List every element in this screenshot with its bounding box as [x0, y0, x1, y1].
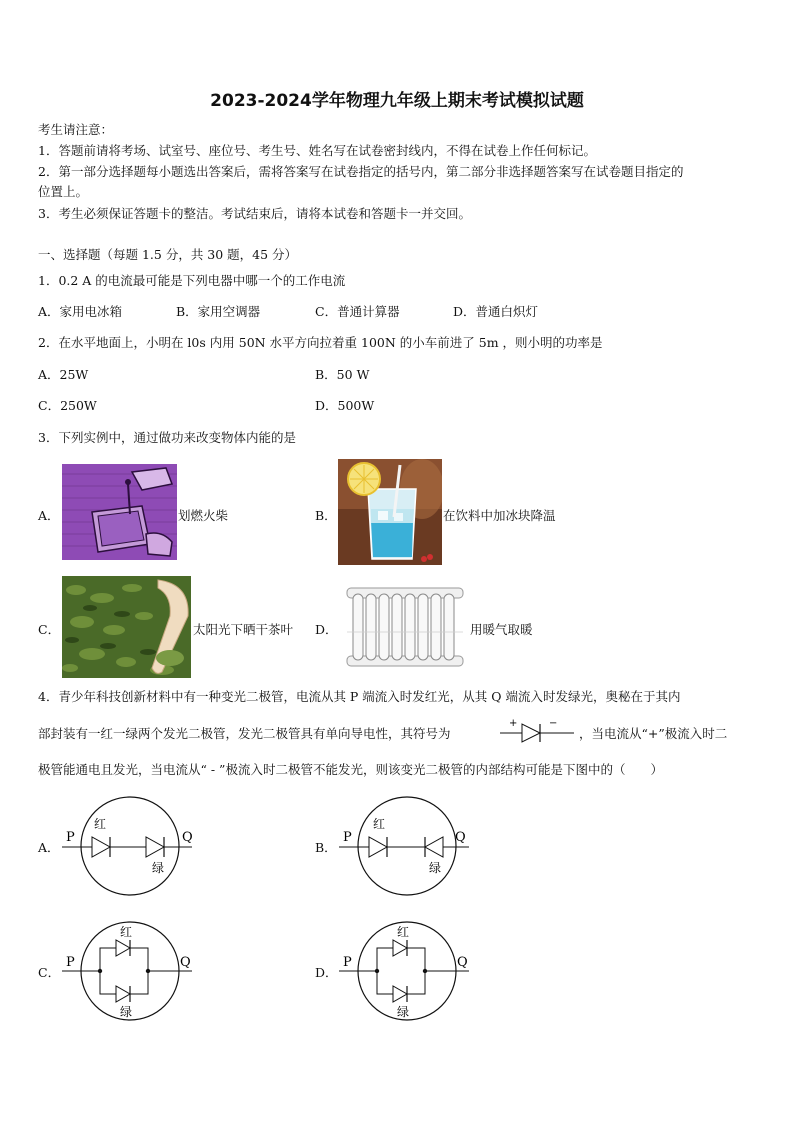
symbol-plus: + [509, 718, 518, 729]
q4-line-2b: ，当电流从“+”极流入时二 [579, 726, 728, 741]
q2-option-b: B．50 W [315, 367, 370, 382]
q3-stem: 3．下列实例中，通过做功来改变物体内能的是 [38, 430, 296, 445]
iced-drink-image [338, 459, 442, 565]
svg-text:P: P [66, 830, 75, 845]
q3-option-d-text: 用暖气取暖 [470, 622, 533, 637]
q4-option-c-letter: C． [38, 965, 61, 980]
svg-text:绿: 绿 [397, 1005, 410, 1019]
q1-option-c: C．普通计算器 [315, 304, 400, 319]
q4-option-d-letter: D． [315, 965, 338, 980]
q3-option-c-text: 太阳光下晒干茶叶 [193, 622, 294, 637]
symbol-minus: − [549, 718, 558, 729]
q4-option-a-letter: A． [38, 840, 60, 855]
notice-heading: 考生请注意： [38, 122, 114, 137]
circuit-diagram-d [339, 918, 479, 1024]
svg-text:P: P [343, 830, 352, 845]
tea-leaves-image [62, 576, 191, 678]
q1-option-d: D．普通白炽灯 [453, 304, 539, 319]
svg-text:P: P [66, 955, 75, 970]
svg-text:红: 红 [120, 925, 133, 939]
diode-symbol-icon [500, 715, 574, 745]
notice-item-2-cont: 位置上。 [38, 184, 89, 199]
q3-option-d-letter: D． [315, 622, 338, 637]
circuit-diagram-c [62, 918, 202, 1024]
q2-option-a: A．25W [38, 367, 89, 382]
svg-text:Q: Q [180, 955, 191, 970]
svg-text:红: 红 [397, 925, 410, 939]
notice-item-1: 1．答题前请将考场、试室号、座位号、考生号、姓名写在试卷密封线内，不得在试卷上作任何标记。 [38, 143, 596, 158]
q4-line-2a: 部封装有一红一绿两个发光二极管，发光二极管具有单向导电性，其符号为 [38, 726, 451, 741]
q1-option-b: B．家用空调器 [176, 304, 261, 319]
circuit-diagram-b [339, 794, 479, 898]
q3-option-a-letter: A． [38, 508, 60, 523]
svg-text:红: 红 [373, 817, 386, 831]
q1-option-a: A．家用电冰箱 [38, 304, 123, 319]
q3-option-b-text: 在饮料中加冰块降温 [443, 508, 556, 523]
q3-option-b-letter: B． [315, 508, 337, 523]
match-box-image [62, 464, 177, 560]
svg-text:P: P [343, 955, 352, 970]
svg-text:Q: Q [457, 955, 468, 970]
svg-text:红: 红 [94, 817, 107, 831]
q2-option-c: C．250W [38, 398, 97, 413]
q2-option-d: D．500W [315, 398, 375, 413]
radiator-image [343, 584, 467, 670]
svg-text:Q: Q [182, 830, 193, 845]
notice-item-3: 3．考生必须保证答题卡的整洁。考试结束后，请将本试卷和答题卡一并交回。 [38, 206, 471, 221]
q1-stem: 1．0.2 A 的电流最可能是下列电器中哪一个的工作电流 [38, 273, 346, 288]
section-heading: 一、选择题（每题 1.5 分，共 30 题，45 分） [38, 247, 298, 262]
page-title: 2023-2024学年物理九年级上期末考试模拟试题 [210, 91, 584, 111]
svg-text:绿: 绿 [429, 861, 442, 875]
circuit-diagram-a [62, 794, 202, 898]
q4-line-3: 极管能通电且发光，当电流从“ - ”极流入时二极管不能发光，则该变光二极管的内部结构可能是下图中的（ ） [38, 762, 663, 777]
q3-option-c-letter: C． [38, 622, 61, 637]
q4-line-1: 4．青少年科技创新材料中有一种变光二极管，电流从其 P 端流入时发红光，从其 Q 端流入时发绿光，奥秘在于其内 [38, 689, 681, 704]
q4-option-b-letter: B． [315, 840, 337, 855]
notice-item-2: 2．第一部分选择题每小题选出答案后，需将答案写在试卷指定的括号内，第二部分非选择题答案写在试卷题目指定的 [38, 164, 684, 179]
q2-stem: 2．在水平地面上，小明在 l0s 内用 50N 水平方向拉着重 100N 的小车前进了 5m ，则小明的功率是 [38, 335, 603, 350]
q3-option-a-text: 划燃火柴 [178, 508, 229, 523]
svg-text:绿: 绿 [120, 1005, 133, 1019]
svg-text:绿: 绿 [152, 861, 165, 875]
svg-text:Q: Q [455, 830, 466, 845]
